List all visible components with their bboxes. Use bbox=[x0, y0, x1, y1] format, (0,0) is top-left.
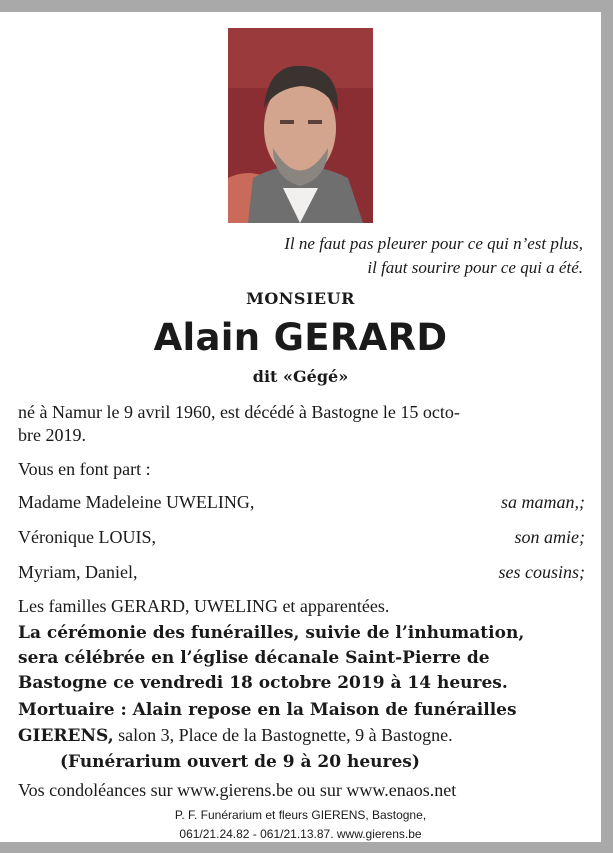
relative-row bbox=[18, 527, 585, 548]
quote-line: Il ne faut pas pleurer pour ce qui n’est plus, bbox=[284, 234, 583, 253]
relative-relation: son amie; bbox=[514, 527, 585, 547]
statement-line: né à Namur le 9 avril 1960, est décédé à Bastogne le 15 octo- bbox=[18, 402, 460, 422]
relative-name: Madame Madeleine UWELING, bbox=[18, 492, 255, 512]
relative-relation: ses cousins; bbox=[498, 562, 585, 582]
mortuary-address-text: salon 3, Place de la Bastognette, 9 à Bastogne. bbox=[118, 725, 453, 745]
quote-line: il faut sourire pour ce qui a été. bbox=[367, 258, 583, 277]
condolences-text: Vos condoléances sur www.gierens.be ou sur www.enaos.net bbox=[18, 780, 457, 800]
epitaph-quote bbox=[284, 232, 583, 280]
mortuary-address bbox=[18, 723, 585, 749]
footer-line: 061/21.24.82 - 061/21.13.87. www.gierens.be bbox=[179, 827, 422, 841]
funerarium-hours: (Funérarium ouvert de 9 à 20 heures) bbox=[60, 752, 420, 772]
relative-name: Myriam, Daniel, bbox=[18, 562, 138, 582]
birth-death-statement bbox=[18, 401, 585, 447]
funeral-director-footer bbox=[0, 806, 601, 844]
portrait-image bbox=[228, 28, 373, 223]
mortuary-text bbox=[18, 698, 585, 749]
families-text: Les familles GERARD, UWELING et apparentées. bbox=[18, 596, 390, 616]
ceremony-text bbox=[18, 621, 585, 696]
obituary-card bbox=[0, 12, 601, 842]
portrait-photo bbox=[228, 28, 373, 223]
relative-name: Véronique LOUIS, bbox=[18, 527, 156, 547]
relative-relation: sa maman,; bbox=[501, 492, 585, 512]
relative-row bbox=[18, 562, 585, 583]
ceremony-line: sera célébrée en l’église décanale Saint-Pierre de bbox=[18, 648, 490, 668]
footer-line: P. F. Funérarium et fleurs GIERENS, Bastogne, bbox=[174, 808, 427, 822]
ceremony-line: Bastogne ce vendredi 18 octobre 2019 à 14 heures. bbox=[18, 673, 508, 693]
statement-line: bre 2019. bbox=[18, 425, 86, 445]
honorific: MONSIEUR bbox=[246, 289, 355, 308]
deceased-name: Alain GERARD bbox=[153, 316, 448, 359]
relative-row bbox=[18, 492, 585, 513]
ceremony-line: La cérémonie des funérailles, suivie de l’inhumation, bbox=[18, 623, 525, 643]
nickname: dit «Gégé» bbox=[252, 367, 349, 386]
funeral-home-name: GIERENS, bbox=[18, 726, 114, 746]
mortuary-line: Mortuaire : Alain repose en la Maison de funérailles bbox=[18, 700, 517, 720]
intro-text: Vous en font part : bbox=[18, 459, 151, 479]
